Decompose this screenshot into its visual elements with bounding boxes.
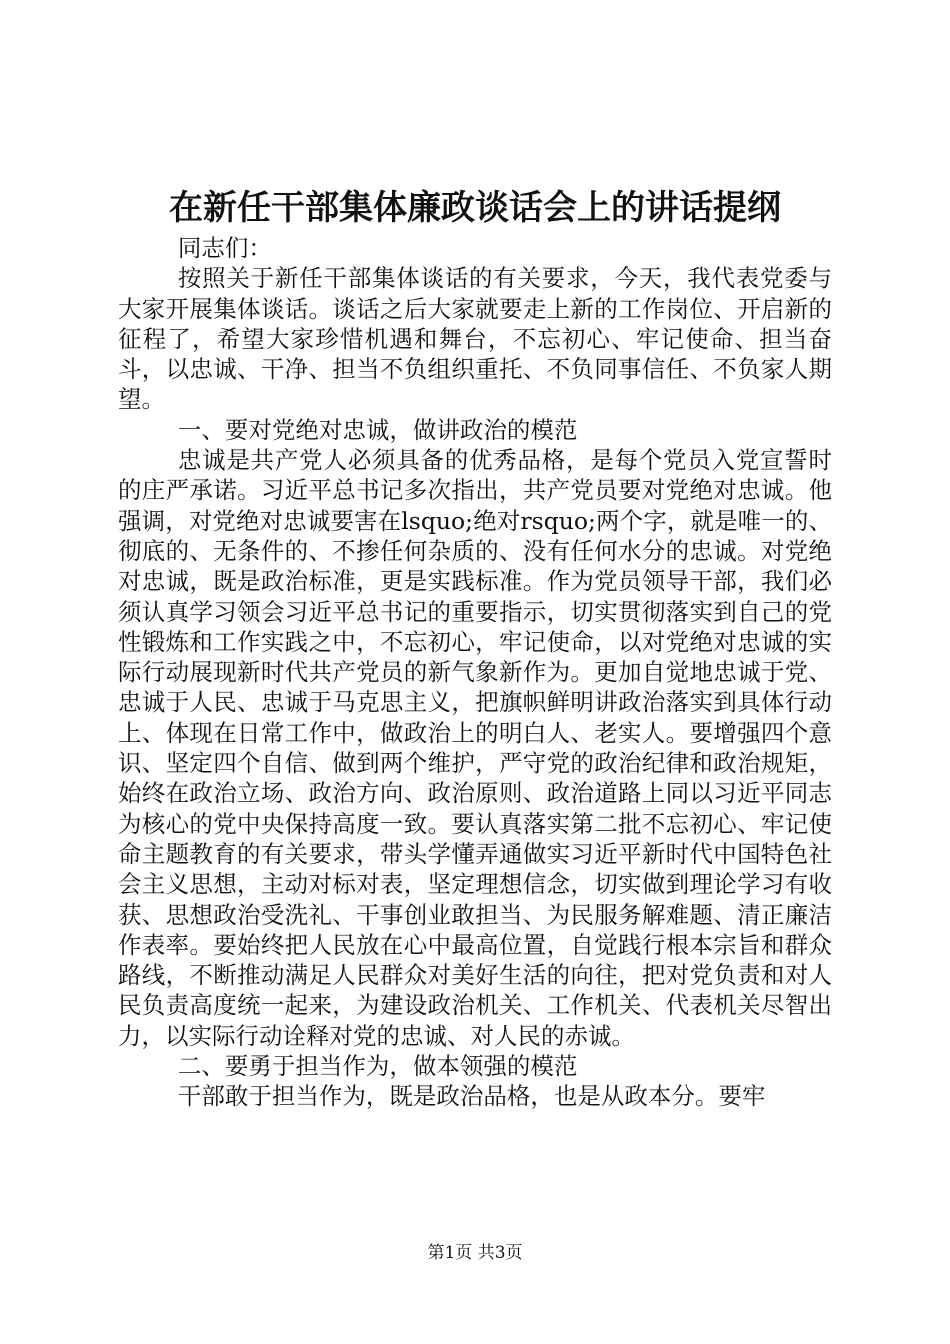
document-body (118, 233, 832, 1112)
page-number-footer: 第1页 共3页 (427, 1243, 523, 1263)
document-title: 在新任干部集体廉政谈话会上的讲话提纲 (169, 188, 781, 228)
section-1-paragraph: 忠诚是共产党人必须具备的优秀品格，是每个党员入党宣誓时的庄严承诺。习近平总书记多次指出，共产党员要对党绝对忠诚。他强调，对党绝对忠诚要害在lsquo;绝对rsquo;两个字，就是唯一的、彻底的、无条件的、不掺任何杂质的、没有任何水分的忠诚。对党绝对忠诚，既是政治标准，更是实践标准。作为党员领导干部，我们必须认真学习领会习近平总书记的重要指示，切实贯彻落实到自己的党性锻炼和工作实践之中，不忘初心，牢记使命，以对党绝对忠诚的实际行动展现新时代共产党员的新气象新作为。更加自觉地忠诚于党、忠诚于人民、忠诚于马克思主义，把旗帜鲜明讲政治落实到具体行动上、体现在日常工作中，做政治上的明白人、老实人。要增强四个意识、坚定四个自信、做到两个维护，严守党的政治纪律和政治规矩，始终在政治立场、政治方向、政治原则、政治道路上同以习近平同志为核心的党中央保持高度一致。要认真落实第二批不忘初心、牢记使命主题教育的有关要求，带头学懂弄通做实习近平新时代中国特色社会主义思想，主动对标对表，坚定理想信念，切实做到理论学习有收获、思想政治受洗礼、干事创业敢担当、为民服务解难题、清正廉洁作表率。要始终把人民放在心中最高位置，自觉践行根本宗旨和群众路线，不断推动满足人民群众对美好生活的向往，把对党负责和对人民负责高度统一起来，为建设政治机关、工作机关、代表机关尽智出力，以实际行动诠释对党的忠诚、对人民的赤诚。 (118, 446, 832, 1050)
salutation-paragraph: 同志们： (177, 234, 272, 262)
section-heading-1: 一、要对党绝对忠诚，做讲政治的模范 (177, 415, 578, 444)
section-2-paragraph: 干部敢于担当作为，既是政治品格，也是从政本分。要牢 (177, 1082, 766, 1111)
intro-paragraph: 按照关于新任干部集体谈话的有关要求，今天，我代表党委与大家开展集体谈话。谈话之后大家就要走上新的工作岗位、开启新的征程了，希望大家珍惜机遇和舞台，不忘初心、牢记使命、担当奋斗，以忠诚、干净、担当不负组织重托、不负同事信任、不负家人期望。 (118, 264, 832, 414)
section-heading-2: 二、要勇于担当作为，做本领强的模范 (177, 1052, 578, 1081)
